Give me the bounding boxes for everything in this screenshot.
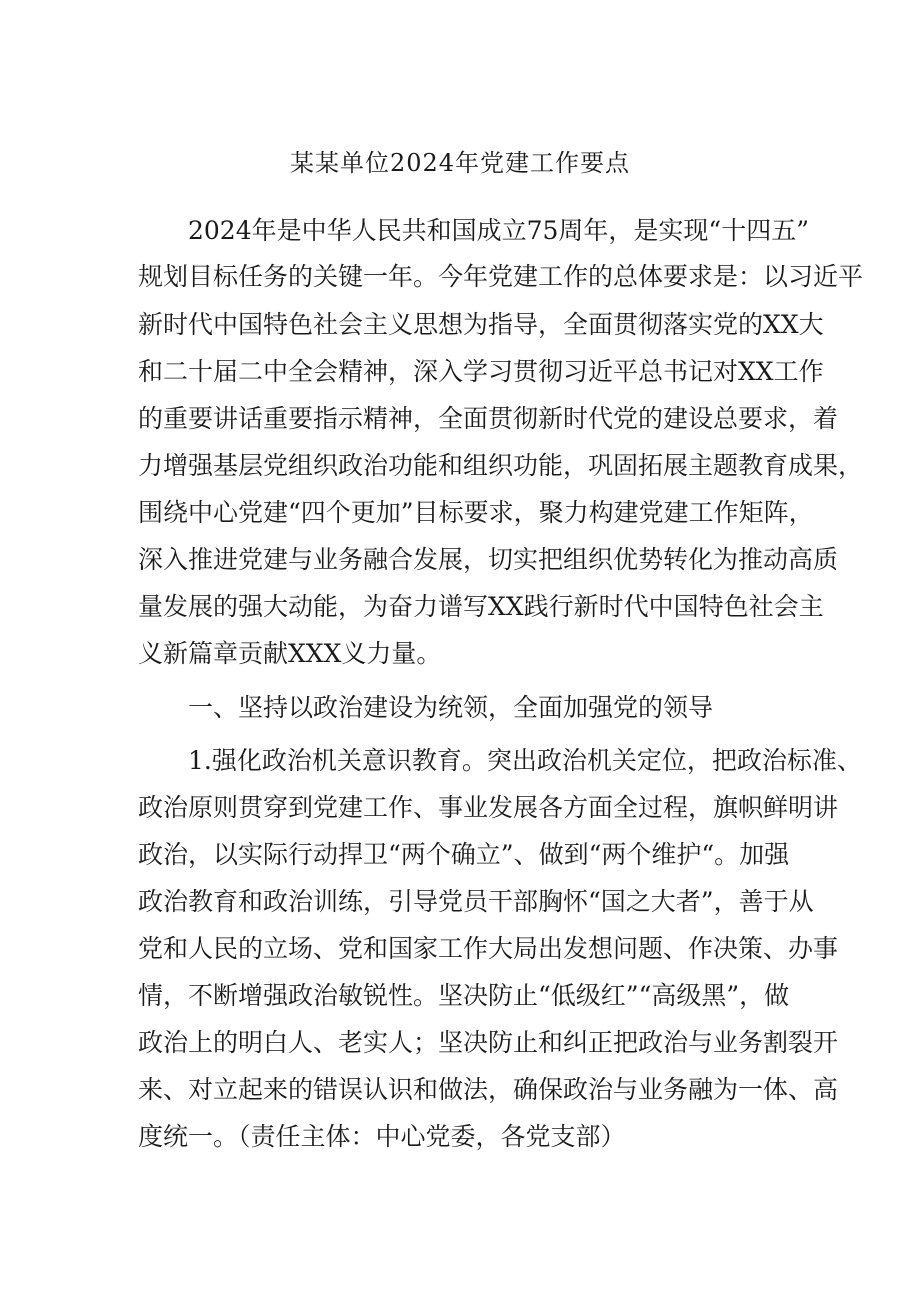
intro-line-1: 2024年是中华人民共和国成立75周年，是实现“十四五” xyxy=(188,216,809,245)
intro-line-10: 义新篇章贡献XXX义力量。 xyxy=(138,639,442,668)
item-line-8: 来、对立起来的错误认识和做法，确保政治与业务融为一体、高 xyxy=(138,1075,839,1104)
item-line-5: 党和人民的立场、党和国家工作大局出发想问题、作决策、办事 xyxy=(138,934,839,963)
item-line-3: 政治，以实际行动捍卫“两个确立”、做到“两个维护“。加强 xyxy=(138,840,790,869)
intro-line-2: 规划目标任务的关键一年。今年党建工作的总体要求是：以习近平 xyxy=(138,262,864,291)
intro-line-4: 和二十届二中全会精神，深入学习贯彻习近平总书记对XX工作 xyxy=(138,357,824,386)
document-title: 某某单位2024年党建工作要点 xyxy=(289,149,631,177)
item-line-9: 度统一。（责任主体：中心党委，各党支部） xyxy=(138,1122,626,1151)
item-line-1: 1.强化政治机关意识教育。突出政治机关定位，把政治标准、 xyxy=(188,746,862,775)
item-line-2: 政治原则贯穿到党建工作、事业发展各方面全过程，旗帜鲜明讲 xyxy=(138,793,839,822)
intro-line-8: 深入推进党建与业务融合发展，切实把组织优势转化为推动高质 xyxy=(138,545,839,574)
item-line-7: 政治上的明白人、老实人；坚决防止和纠正把政治与业务割裂开 xyxy=(138,1028,839,1057)
item-line-4: 政治教育和政治训练，引导党员干部胸怀“国之大者”，善于从 xyxy=(138,887,814,916)
intro-line-5: 的重要讲话重要指示精神，全面贯彻新时代党的建设总要求，着 xyxy=(138,404,839,433)
section-heading: 一、坚持以政治建设为统领，全面加强党的领导 xyxy=(188,693,714,722)
item-line-6: 情，不断增强政治敏锐性。坚决防止“低级红”“高级黑”，做 xyxy=(138,981,790,1010)
intro-line-7: 围绕中心党建“四个更加”目标要求，聚力构建党建工作矩阵， xyxy=(138,498,814,527)
intro-line-9: 量发展的强大动能，为奋力谱写XX践行新时代中国特色社会主 xyxy=(138,592,824,621)
intro-line-6: 力增强基层党组织政治功能和组织功能，巩固拓展主题教育成果， xyxy=(138,451,864,480)
intro-line-3: 新时代中国特色社会主义思想为指导，全面贯彻落实党的XX大 xyxy=(138,310,824,339)
